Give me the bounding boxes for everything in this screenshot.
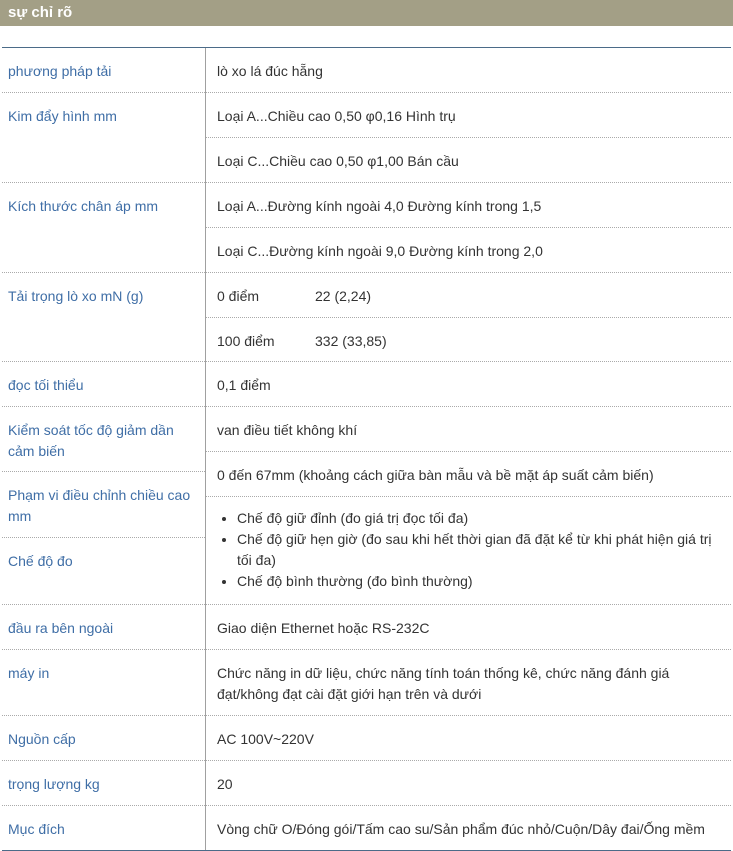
value-spring-load-row xyxy=(206,318,731,362)
spring-load-point: 0 điểm xyxy=(217,288,260,304)
label-measure-mode: Chế độ đo xyxy=(2,538,205,605)
spring-load-value: 332 (33,85) xyxy=(315,333,387,349)
value-height-range: 0 đến 67mm (khoảng cách giữa bàn mẫu và bề mặt áp suất cảm biến) xyxy=(206,452,731,497)
spec-table xyxy=(2,47,731,851)
value-power-supply: AC 100V~220V xyxy=(206,716,731,761)
list-item: • Chế độ bình thường (đo bình thường) xyxy=(237,571,727,592)
label-presser-foot: Kích thước chân áp mm xyxy=(2,183,205,273)
section-title: sự chỉ rõ xyxy=(8,4,73,21)
label-indenter: Kim đẩy hình mm xyxy=(2,93,205,183)
value-indenter-type-a: Loại A...Chiều cao 0,50 φ0,16 Hình trụ xyxy=(206,93,731,138)
value-external-output: Giao diện Ethernet hoặc RS-232C xyxy=(206,605,731,650)
label-purpose: Mục đích xyxy=(8,821,65,837)
value-measure-mode xyxy=(206,497,731,605)
spring-load-point: 100 điểm xyxy=(217,333,275,349)
label-external-output: đầu ra bên ngoài xyxy=(2,605,205,650)
spring-load-value: 22 (2,24) xyxy=(315,288,372,304)
value-descent-control: van điều tiết không khí xyxy=(206,407,731,452)
label-weight: trọng lượng kg xyxy=(2,761,205,806)
value-load-method: lò xo lá đúc hẵng xyxy=(206,48,731,93)
section-header xyxy=(0,0,733,26)
value-weight: 20 xyxy=(206,761,731,806)
value-column xyxy=(206,48,731,850)
value-purpose: Vòng chữ O/Đóng gói/Tấm cao su/Sản phẩm đúc nhỏ/Cuộn/Dây đai/Ống mềm xyxy=(217,821,705,837)
label-spring-load: Tải trọng lò xo mN (g) xyxy=(2,273,205,362)
value-presser-foot-type-c: Loại C...Đường kính ngoài 9,0 Đường kính trong 2,0 xyxy=(206,228,731,273)
label-power-supply: Nguồn cấp xyxy=(2,716,205,761)
label-load-method: phương pháp tải xyxy=(2,48,205,93)
value-spring-load-row xyxy=(206,273,731,318)
value-presser-foot-type-a: Loại A...Đường kính ngoài 4,0 Đường kính trong 1,5 xyxy=(206,183,731,228)
label-min-reading: đọc tối thiểu xyxy=(2,362,205,407)
label-printer: máy in xyxy=(2,650,205,716)
value-min-reading: 0,1 điểm xyxy=(206,362,731,407)
label-column xyxy=(2,48,206,850)
value-indenter-type-c: Loại C...Chiều cao 0,50 φ1,00 Bán cầu xyxy=(206,138,731,183)
value-printer: Chức năng in dữ liệu, chức năng tính toán thống kê, chức năng đánh giá đạt/không đạt cài đặt giới hạn trên và dưới xyxy=(206,650,731,716)
list-item: • Chế độ giữ hẹn giờ (đo sau khi hết thời gian đã đặt kể từ khi phát hiện giá trị tối đa) xyxy=(237,529,727,571)
label-height-range: Phạm vi điều chỉnh chiều cao mm xyxy=(2,472,205,538)
list-item: • Chế độ giữ đỉnh (đo giá trị đọc tối đa) xyxy=(237,508,727,529)
label-descent-control: Kiểm soát tốc độ giảm dần cảm biến xyxy=(2,407,205,472)
measure-mode-list xyxy=(217,508,727,592)
